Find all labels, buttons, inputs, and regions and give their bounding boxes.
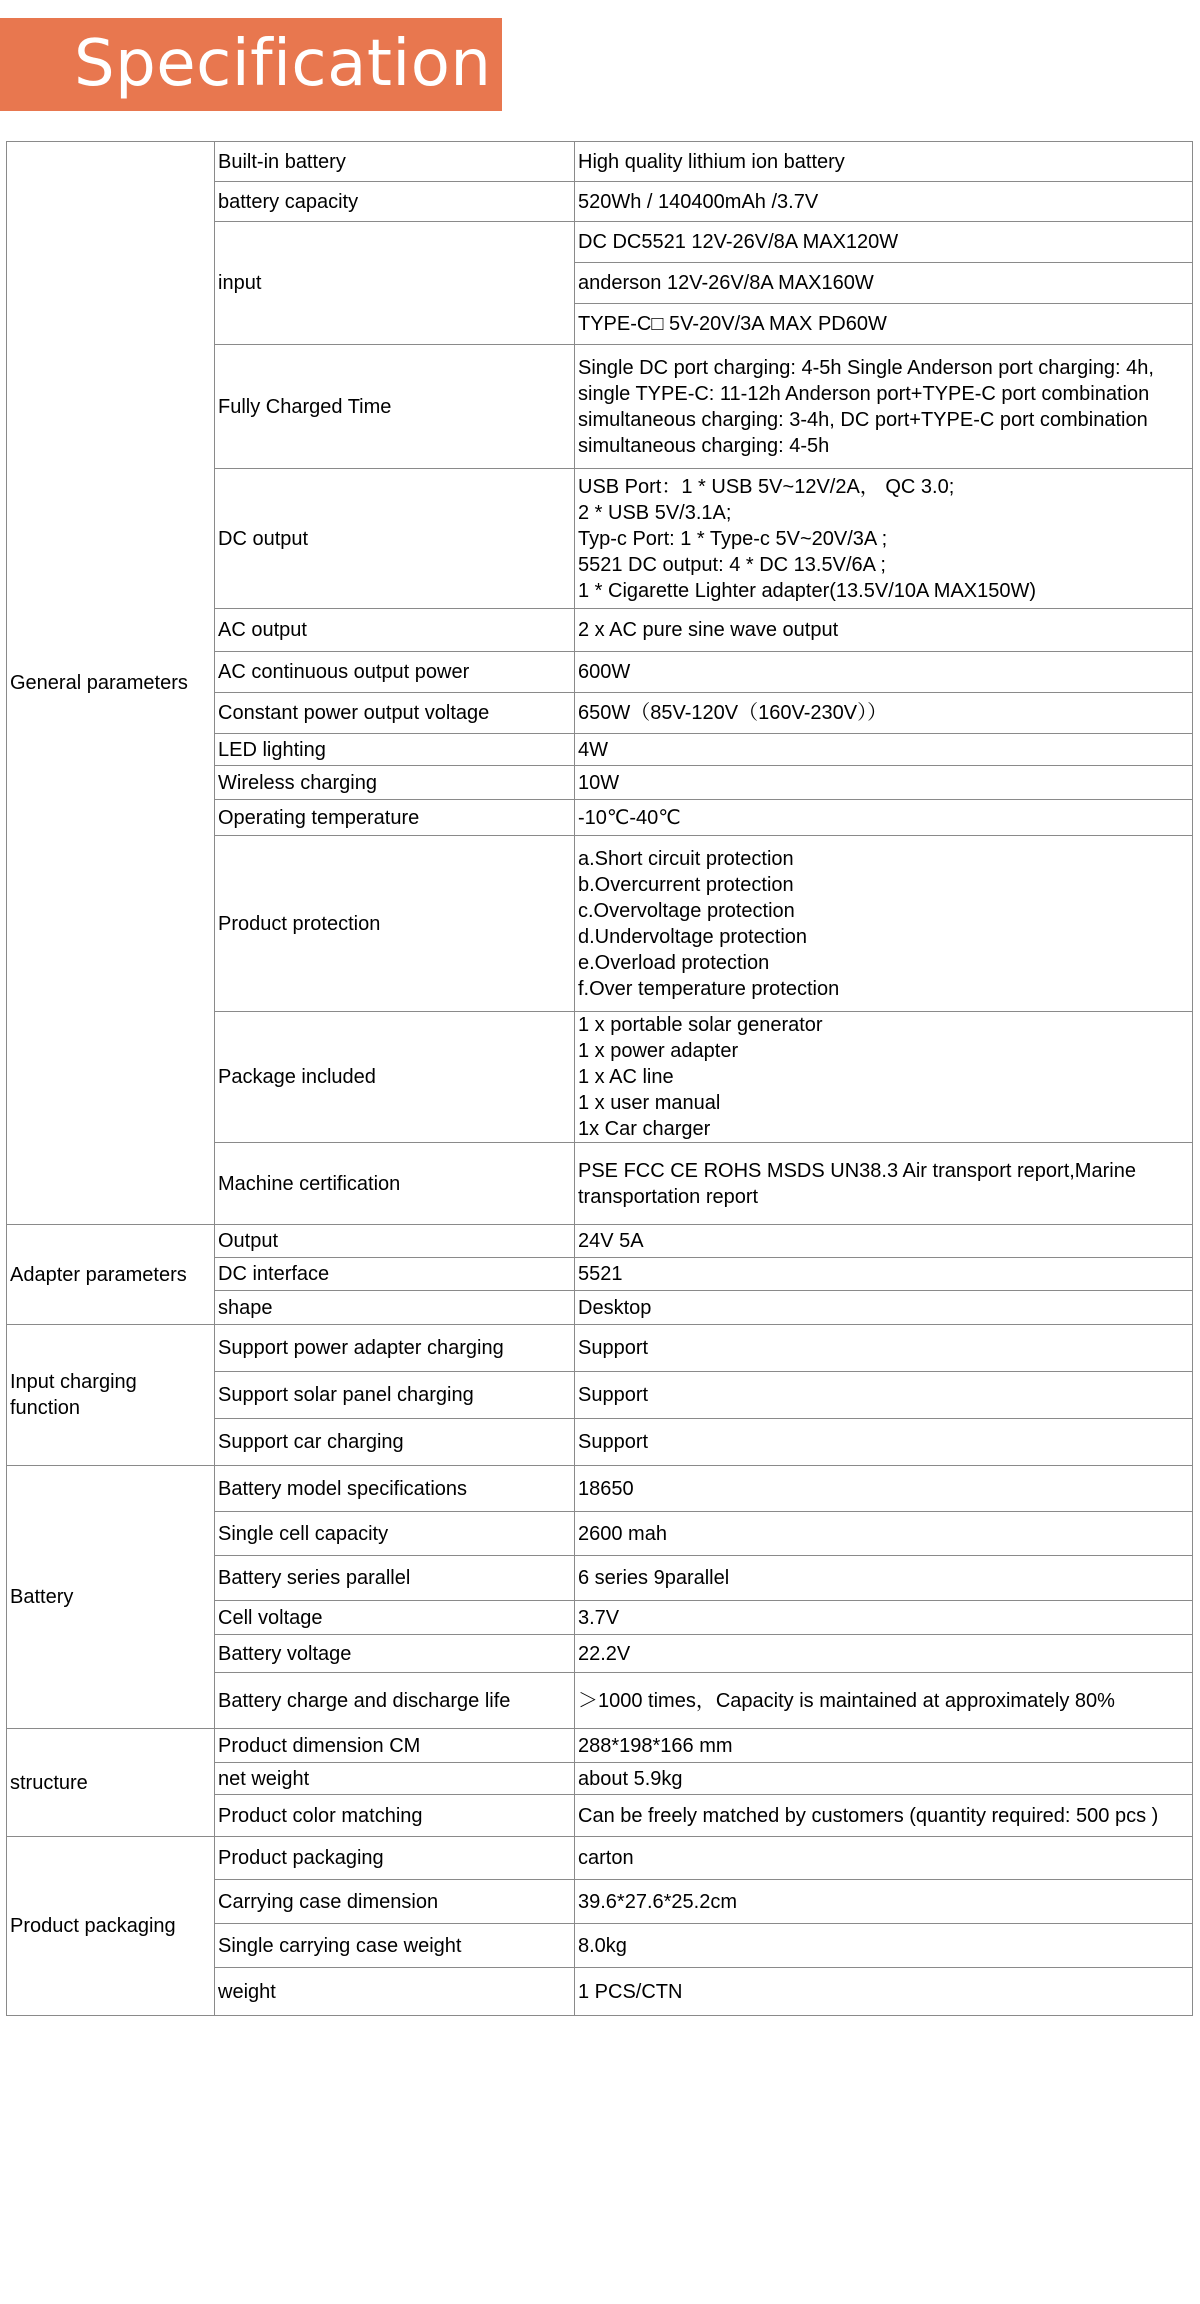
param-value-line: 4W <box>578 738 608 761</box>
param-value <box>575 836 1193 1012</box>
param-value <box>575 142 1193 182</box>
param-name: Battery charge and discharge life <box>215 1673 575 1729</box>
param-value <box>575 1291 1193 1325</box>
param-value-line: a.Short circuit protection <box>578 847 794 870</box>
param-value-line: 600W <box>578 661 631 683</box>
param-value-line: 1x Car charger <box>578 1118 711 1140</box>
param-value-line: 650W（85V-120V（160V-230V）） <box>578 702 888 724</box>
param-value <box>575 1225 1193 1258</box>
param-value-line: 1 x portable solar generator <box>578 1014 823 1036</box>
param-value <box>575 1258 1193 1291</box>
param-value-line: High quality lithium ion battery <box>578 150 845 173</box>
param-value-line: 24V 5A <box>578 1230 644 1252</box>
param-value: DC DC5521 12V-26V/8A MAX120W <box>575 222 1193 263</box>
group-label-product-packaging: Product packaging <box>7 1837 215 2016</box>
param-value-line: -10℃-40℃ <box>578 806 681 829</box>
param-name: Package included <box>215 1012 575 1143</box>
param-value <box>575 1795 1193 1837</box>
param-name: Operating temperature <box>215 800 575 836</box>
param-name: Product dimension CM <box>215 1729 575 1763</box>
page-title: Specification <box>74 27 492 101</box>
param-value-line: 8.0kg <box>578 1934 627 1957</box>
param-value <box>575 693 1193 734</box>
param-value-line: 1 * Cigarette Lighter adapter(13.5V/10A MAX150W) <box>578 579 1037 602</box>
param-value-line: f.Over temperature protection <box>578 977 840 1000</box>
param-name: Product protection <box>215 836 575 1012</box>
group-label-input-charging-function: Input charging function <box>7 1325 215 1466</box>
param-name: Support car charging <box>215 1419 575 1466</box>
param-value <box>575 182 1193 222</box>
param-value <box>575 345 1193 469</box>
param-value-line: 2 x AC pure sine wave output <box>578 619 839 641</box>
spec-row-product-dimension-cm <box>7 1729 1193 1763</box>
param-name: Support solar panel charging <box>215 1372 575 1419</box>
param-value <box>575 469 1193 609</box>
param-value <box>575 1880 1193 1924</box>
param-name: net weight <box>215 1763 575 1795</box>
param-value-line: ＞1000 times，Capacity is maintained at approximately 80% <box>578 1689 1115 1712</box>
param-value-line: e.Overload protection <box>578 951 770 974</box>
param-value <box>575 1466 1193 1512</box>
param-value-line: Single DC port charging: 4-5h Single Anderson port charging: 4h, <box>578 356 1154 379</box>
param-name: AC continuous output power <box>215 652 575 693</box>
param-value-line: 1 x power adapter <box>578 1040 739 1062</box>
param-value <box>575 800 1193 836</box>
param-value-line: 22.2V <box>578 1642 631 1665</box>
param-name: Product packaging <box>215 1837 575 1880</box>
param-name: Product color matching <box>215 1795 575 1837</box>
param-value-line: 5521 DC output: 4 * DC 13.5V/6A ; <box>578 553 886 576</box>
param-value-line: Support <box>578 1337 649 1359</box>
param-value-line: single TYPE-C: 11-12h Anderson port+TYPE-C port combination <box>578 382 1150 405</box>
param-name: Output <box>215 1225 575 1258</box>
param-value-line: 39.6*27.6*25.2cm <box>578 1890 738 1913</box>
param-name: AC output <box>215 609 575 652</box>
param-value-line: 1 x AC line <box>578 1066 674 1088</box>
param-value <box>575 1143 1193 1225</box>
param-value <box>575 1512 1193 1556</box>
spec-row-product-packaging <box>7 1837 1193 1880</box>
param-value-line: c.Overvoltage protection <box>578 899 795 922</box>
param-name: DC output <box>215 469 575 609</box>
param-name: Carrying case dimension <box>215 1880 575 1924</box>
param-value <box>575 1924 1193 1968</box>
param-value-line: 1 PCS/CTN <box>578 1980 683 2003</box>
param-value-line: Typ-c Port: 1 * Type-c 5V~20V/3A ; <box>578 527 888 550</box>
param-name: Support power adapter charging <box>215 1325 575 1372</box>
group-label-battery: Battery <box>7 1466 215 1729</box>
param-value: anderson 12V-26V/8A MAX160W <box>575 263 1193 304</box>
spec-row-support-power-adapter-charging <box>7 1325 1193 1372</box>
param-value <box>575 1729 1193 1763</box>
spec-row-built-in-battery <box>7 142 1193 182</box>
param-value <box>575 1601 1193 1635</box>
spec-row-output <box>7 1225 1193 1258</box>
param-value-line: transportation report <box>578 1185 759 1208</box>
specification-table <box>6 141 1193 2016</box>
param-name: Single cell capacity <box>215 1512 575 1556</box>
param-name: Battery model specifications <box>215 1466 575 1512</box>
param-value <box>575 1419 1193 1466</box>
param-value <box>575 652 1193 693</box>
param-name: input <box>215 222 575 345</box>
param-value-line: d.Undervoltage protection <box>578 925 808 948</box>
param-name: LED lighting <box>215 734 575 766</box>
param-value-line: 2600 mah <box>578 1522 667 1545</box>
param-value <box>575 766 1193 800</box>
param-value <box>575 1635 1193 1673</box>
param-value-line: 3.7V <box>578 1606 620 1629</box>
param-value-line: simultaneous charging: 3-4h, DC port+TYPE-C port combination <box>578 408 1148 431</box>
param-value <box>575 1372 1193 1419</box>
param-name: weight <box>215 1968 575 2016</box>
param-value-line: 6 series 9parallel <box>578 1567 730 1589</box>
param-name: Cell voltage <box>215 1601 575 1635</box>
param-value-line: USB Port：1 * USB 5V~12V/2A， QC 3.0; <box>578 475 955 498</box>
param-name: Wireless charging <box>215 766 575 800</box>
param-value-line: 2 * USB 5V/3.1A; <box>578 501 732 524</box>
param-value <box>575 1837 1193 1880</box>
param-value: TYPE-C□ 5V-20V/3A MAX PD60W <box>575 304 1193 345</box>
param-value <box>575 609 1193 652</box>
group-label-structure: structure <box>7 1729 215 1837</box>
spec-row-battery-model-specifications <box>7 1466 1193 1512</box>
param-name: Built-in battery <box>215 142 575 182</box>
param-value <box>575 1556 1193 1601</box>
param-value <box>575 1012 1193 1143</box>
param-name: Single carrying case weight <box>215 1924 575 1968</box>
param-name: Fully Charged Time <box>215 345 575 469</box>
param-value-line: Can be freely matched by customers (quantity required: 500 pcs ) <box>578 1804 1159 1827</box>
param-value <box>575 1325 1193 1372</box>
param-value <box>575 1763 1193 1795</box>
param-value <box>575 734 1193 766</box>
group-label-general-parameters: General parameters <box>7 142 215 1225</box>
param-value <box>575 1673 1193 1729</box>
param-name: DC interface <box>215 1258 575 1291</box>
param-name: battery capacity <box>215 182 575 222</box>
param-value-line: 1 x user manual <box>578 1092 721 1114</box>
param-value-line: 10W <box>578 771 620 794</box>
param-value-line: b.Overcurrent protection <box>578 873 794 896</box>
param-value-line: 18650 <box>578 1477 634 1500</box>
param-value-line: 288*198*166 mm <box>578 1734 733 1757</box>
param-name: Machine certification <box>215 1143 575 1225</box>
title-banner <box>0 18 502 111</box>
param-value-line: about 5.9kg <box>578 1767 683 1790</box>
param-name: Battery voltage <box>215 1635 575 1673</box>
param-value-line: Support <box>578 1431 649 1453</box>
param-name: Battery series parallel <box>215 1556 575 1601</box>
param-value-line: PSE FCC CE ROHS MSDS UN38.3 Air transport report,Marine <box>578 1159 1136 1182</box>
param-value-line: Desktop <box>578 1296 652 1319</box>
param-name: Constant power output voltage <box>215 693 575 734</box>
group-label-adapter-parameters: Adapter parameters <box>7 1225 215 1325</box>
param-name: shape <box>215 1291 575 1325</box>
param-value-line: simultaneous charging: 4-5h <box>578 434 830 457</box>
param-value-line: 5521 <box>578 1263 623 1285</box>
param-value-line: 520Wh / 140400mAh /3.7V <box>578 190 819 213</box>
param-value-line: Support <box>578 1384 649 1406</box>
param-value <box>575 1968 1193 2016</box>
param-value-line: carton <box>578 1847 634 1869</box>
